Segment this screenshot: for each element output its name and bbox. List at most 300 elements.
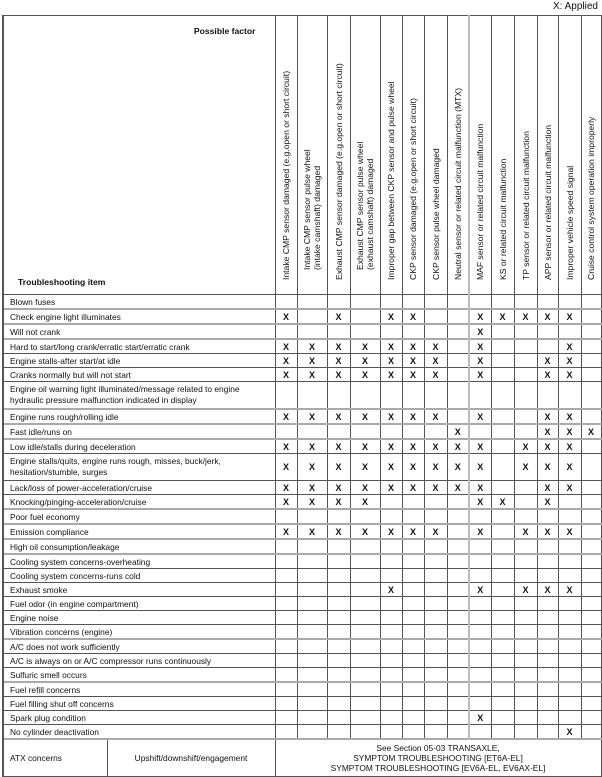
applied-mark: X (424, 524, 447, 539)
empty-cell (327, 682, 350, 697)
empty-cell (537, 725, 558, 740)
atx-reference-line: SYMPTOM TROUBLESHOOTING [ET6A-EL] (353, 753, 523, 763)
empty-cell (491, 509, 514, 524)
factor-label-line: KS or related circuit malfunction (497, 158, 508, 280)
table-row (3, 668, 601, 683)
empty-cell (491, 295, 514, 310)
empty-cell (581, 711, 601, 725)
empty-cell (581, 309, 601, 324)
atx-reference (275, 739, 601, 777)
factor-label (281, 71, 291, 280)
factor-label-line: APP sensor or related circuit malfunction (542, 124, 553, 280)
applied-mark: X (297, 409, 327, 424)
applied-mark: X (297, 368, 327, 382)
troubleshooting-item: Engine stalls/quits, engine runs rough, misses, buck/jerk, hesitation/stumble, surges (3, 454, 275, 481)
empty-cell (491, 583, 514, 597)
empty-cell (275, 583, 297, 597)
atx-subitem: Upshift/downshift/engagement (107, 739, 275, 777)
empty-cell (581, 439, 601, 454)
empty-cell (491, 611, 514, 625)
empty-cell (350, 569, 380, 583)
applied-mark: X (350, 495, 380, 510)
empty-cell (350, 324, 380, 339)
empty-cell (537, 625, 558, 640)
troubleshooting-item: Fuel odor (in engine compartment) (3, 597, 275, 611)
empty-cell (424, 668, 447, 683)
empty-cell (581, 725, 601, 740)
empty-cell (447, 368, 469, 382)
empty-cell (514, 711, 537, 725)
applied-mark: X (350, 439, 380, 454)
factor-label (586, 117, 596, 280)
empty-cell (275, 725, 297, 740)
applied-mark: X (380, 481, 402, 495)
atx-row (3, 739, 601, 777)
applied-mark: X (491, 309, 514, 324)
troubleshooting-item: Vibration concerns (engine) (3, 625, 275, 640)
empty-cell (297, 625, 327, 640)
empty-cell (469, 597, 491, 611)
empty-cell (558, 711, 581, 725)
atx-concerns: ATX concerns (3, 739, 107, 777)
table-row (3, 625, 601, 640)
empty-cell (514, 682, 537, 697)
applied-mark: X (402, 409, 424, 424)
troubleshooting-item: A/C is always on or A/C compressor runs continuously (3, 654, 275, 668)
empty-cell (402, 597, 424, 611)
troubleshooting-item: Exhaust smoke (3, 583, 275, 597)
applied-mark: X (297, 454, 327, 481)
factor-label-line: Improper gap between CKP sensor and pulse wheel (386, 81, 396, 280)
table-row (3, 409, 601, 424)
empty-cell (380, 295, 402, 310)
applied-mark: X (350, 409, 380, 424)
factor-header (380, 16, 402, 295)
empty-cell (558, 611, 581, 625)
empty-cell (447, 354, 469, 368)
empty-cell (297, 424, 327, 439)
empty-cell (350, 583, 380, 597)
empty-cell (297, 569, 327, 583)
empty-cell (514, 481, 537, 495)
empty-cell (469, 725, 491, 740)
applied-mark: X (380, 454, 402, 481)
empty-cell (297, 554, 327, 569)
empty-cell (514, 611, 537, 625)
empty-cell (491, 597, 514, 611)
empty-cell (558, 682, 581, 697)
applied-mark: X (537, 409, 558, 424)
empty-cell (350, 382, 380, 410)
factor-label-line: (exhaust camshaft) damaged (365, 158, 375, 270)
applied-mark: X (469, 324, 491, 339)
applied-mark: X (297, 439, 327, 454)
empty-cell (514, 339, 537, 354)
empty-cell (350, 682, 380, 697)
empty-cell (447, 382, 469, 410)
applied-mark: X (297, 354, 327, 368)
empty-cell (447, 597, 469, 611)
applied-mark: X (327, 481, 350, 495)
empty-cell (327, 509, 350, 524)
empty-cell (491, 439, 514, 454)
applied-mark: X (558, 439, 581, 454)
applied-mark: X (380, 524, 402, 539)
table-row (3, 711, 601, 725)
applied-mark: X (469, 409, 491, 424)
applied-mark: X (537, 354, 558, 368)
empty-cell (514, 569, 537, 583)
empty-cell (447, 295, 469, 310)
empty-cell (558, 569, 581, 583)
empty-cell (537, 639, 558, 654)
empty-cell (514, 295, 537, 310)
troubleshooting-item: Blown fuses (3, 295, 275, 310)
empty-cell (581, 611, 601, 625)
empty-cell (514, 597, 537, 611)
empty-cell (275, 554, 297, 569)
empty-cell (447, 668, 469, 683)
empty-cell (297, 309, 327, 324)
empty-cell (402, 611, 424, 625)
empty-cell (380, 682, 402, 697)
empty-cell (447, 639, 469, 654)
applied-mark: X (558, 524, 581, 539)
empty-cell (380, 668, 402, 683)
empty-cell (581, 368, 601, 382)
empty-cell (380, 711, 402, 725)
empty-cell (537, 339, 558, 354)
applied-mark: X (275, 409, 297, 424)
empty-cell (581, 682, 601, 697)
troubleshooting-item: Emission compliance (3, 524, 275, 539)
empty-cell (537, 711, 558, 725)
applied-mark: X (297, 339, 327, 354)
empty-cell (327, 654, 350, 668)
empty-cell (350, 625, 380, 640)
factor-label (453, 88, 463, 280)
empty-cell (447, 539, 469, 554)
applied-mark: X (558, 368, 581, 382)
empty-cell (558, 495, 581, 510)
empty-cell (424, 625, 447, 640)
empty-cell (275, 597, 297, 611)
table-row (3, 324, 601, 339)
troubleshooting-item: Spark plug condition (3, 711, 275, 725)
empty-cell (558, 324, 581, 339)
factor-label-line: Intake CMP sensor pulse wheel (302, 149, 312, 270)
empty-cell (350, 668, 380, 683)
empty-cell (424, 611, 447, 625)
applied-mark: X (327, 409, 350, 424)
empty-cell (424, 554, 447, 569)
empty-cell (581, 539, 601, 554)
applied-mark: X (275, 481, 297, 495)
factor-label (302, 149, 322, 270)
applied-mark: X (469, 339, 491, 354)
empty-cell (491, 524, 514, 539)
applied-mark: X (275, 368, 297, 382)
empty-cell (350, 539, 380, 554)
empty-cell (350, 509, 380, 524)
empty-cell (514, 424, 537, 439)
empty-cell (350, 639, 380, 654)
empty-cell (469, 539, 491, 554)
empty-cell (327, 554, 350, 569)
empty-cell (581, 668, 601, 683)
empty-cell (558, 654, 581, 668)
empty-cell (327, 625, 350, 640)
empty-cell (275, 654, 297, 668)
empty-cell (469, 554, 491, 569)
empty-cell (297, 382, 327, 410)
applied-mark: X (350, 368, 380, 382)
table-row (3, 382, 601, 410)
troubleshooting-item: Check engine light illuminates (3, 309, 275, 324)
applied-mark: X (537, 424, 558, 439)
empty-cell (558, 295, 581, 310)
empty-cell (491, 682, 514, 697)
empty-cell (469, 682, 491, 697)
empty-cell (275, 682, 297, 697)
empty-cell (297, 668, 327, 683)
empty-cell (297, 639, 327, 654)
applied-mark: X (558, 481, 581, 495)
factor-label-line: CKP sensor damaged (e.g.open or short circuit) (408, 98, 418, 280)
troubleshooting-item: Engine oil warning light illuminated/message related to engine hydraulic pressure malfunction indicated in display (3, 382, 275, 410)
empty-cell (581, 697, 601, 711)
empty-cell (424, 682, 447, 697)
applied-mark: X (297, 524, 327, 539)
applied-mark: X (558, 583, 581, 597)
applied-mark: X (350, 454, 380, 481)
table-row (3, 524, 601, 539)
applied-mark: X (447, 424, 469, 439)
applied-mark: X (514, 439, 537, 454)
table-row (3, 554, 601, 569)
applied-mark: X (558, 309, 581, 324)
empty-cell (537, 682, 558, 697)
empty-cell (514, 554, 537, 569)
applied-mark: X (275, 354, 297, 368)
empty-cell (424, 569, 447, 583)
table-row (3, 339, 601, 354)
applied-mark: X (558, 354, 581, 368)
applied-mark: X (469, 454, 491, 481)
empty-cell (558, 554, 581, 569)
factor-label (431, 148, 441, 280)
troubleshooting-item: Fuel filling shut off concerns (3, 697, 275, 711)
empty-cell (558, 597, 581, 611)
empty-cell (447, 711, 469, 725)
empty-cell (558, 382, 581, 410)
empty-cell (514, 539, 537, 554)
applied-mark: X (275, 439, 297, 454)
empty-cell (537, 668, 558, 683)
empty-cell (491, 654, 514, 668)
header-row (3, 16, 601, 295)
empty-cell (424, 509, 447, 524)
factor-label-line: Exhaust CMP sensor pulse wheel (355, 141, 365, 270)
empty-cell (380, 569, 402, 583)
empty-cell (402, 324, 424, 339)
empty-cell (447, 682, 469, 697)
applied-mark: X (297, 495, 327, 510)
empty-cell (424, 495, 447, 510)
empty-cell (275, 611, 297, 625)
empty-cell (447, 583, 469, 597)
empty-cell (380, 725, 402, 740)
empty-cell (297, 711, 327, 725)
empty-cell (514, 354, 537, 368)
factor-header (581, 16, 601, 295)
empty-cell (581, 654, 601, 668)
empty-cell (350, 295, 380, 310)
empty-cell (491, 539, 514, 554)
empty-cell (297, 611, 327, 625)
applied-mark: X (537, 583, 558, 597)
factor-header (469, 16, 491, 295)
table-row (3, 654, 601, 668)
applied-mark: X (275, 524, 297, 539)
empty-cell (297, 509, 327, 524)
empty-cell (350, 654, 380, 668)
applied-mark: X (491, 495, 514, 510)
empty-cell (469, 654, 491, 668)
empty-cell (380, 324, 402, 339)
empty-cell (514, 725, 537, 740)
empty-cell (380, 509, 402, 524)
empty-cell (469, 668, 491, 683)
empty-cell (327, 583, 350, 597)
empty-cell (491, 368, 514, 382)
empty-cell (491, 725, 514, 740)
empty-cell (537, 611, 558, 625)
empty-cell (491, 409, 514, 424)
applied-mark: X (402, 354, 424, 368)
applied-mark: X (514, 583, 537, 597)
table-row (3, 697, 601, 711)
empty-cell (402, 509, 424, 524)
table-row (3, 639, 601, 654)
applied-mark: X (469, 495, 491, 510)
empty-cell (327, 295, 350, 310)
troubleshooting-item: Sulfuric smell occurs (3, 668, 275, 683)
empty-cell (447, 495, 469, 510)
empty-cell (380, 554, 402, 569)
table-row (3, 495, 601, 510)
applied-mark: X (469, 439, 491, 454)
empty-cell (447, 625, 469, 640)
applied-mark: X (537, 309, 558, 324)
factor-label-line: CKP sensor pulse wheel damaged (430, 148, 441, 280)
empty-cell (297, 682, 327, 697)
factor-header (424, 16, 447, 295)
applied-mark: X (537, 481, 558, 495)
empty-cell (581, 625, 601, 640)
empty-cell (514, 409, 537, 424)
empty-cell (424, 654, 447, 668)
applied-mark: X (514, 309, 537, 324)
empty-cell (327, 697, 350, 711)
applied-mark: X (514, 524, 537, 539)
empty-cell (514, 625, 537, 640)
empty-cell (275, 424, 297, 439)
troubleshooting-table (2, 15, 602, 777)
empty-cell (402, 625, 424, 640)
factor-header (558, 16, 581, 295)
empty-cell (491, 569, 514, 583)
applied-mark: X (469, 368, 491, 382)
empty-cell (581, 382, 601, 410)
factor-header (297, 16, 327, 295)
factor-label (408, 98, 418, 280)
empty-cell (447, 409, 469, 424)
empty-cell (297, 654, 327, 668)
empty-cell (275, 509, 297, 524)
factor-label (386, 81, 396, 280)
empty-cell (275, 382, 297, 410)
table-row (3, 295, 601, 310)
empty-cell (424, 711, 447, 725)
applied-mark: X (558, 454, 581, 481)
empty-cell (380, 382, 402, 410)
empty-cell (327, 539, 350, 554)
empty-cell (491, 554, 514, 569)
troubleshooting-item: No cylinder deactivation (3, 725, 275, 740)
troubleshooting-item: Fuel refill concerns (3, 682, 275, 697)
empty-cell (558, 509, 581, 524)
table-row (3, 611, 601, 625)
empty-cell (380, 495, 402, 510)
empty-cell (424, 382, 447, 410)
empty-cell (447, 569, 469, 583)
empty-cell (275, 668, 297, 683)
applied-mark: X (469, 309, 491, 324)
troubleshooting-item: Hard to start/long crank/erratic start/erratic crank (3, 339, 275, 354)
applied-mark: X (581, 424, 601, 439)
applied-mark: X (380, 368, 402, 382)
empty-cell (514, 382, 537, 410)
table-row (3, 481, 601, 495)
header-corner (3, 16, 275, 295)
factor-header (275, 16, 297, 295)
empty-cell (424, 597, 447, 611)
applied-mark: X (327, 309, 350, 324)
applied-mark: X (275, 309, 297, 324)
empty-cell (469, 611, 491, 625)
empty-cell (380, 597, 402, 611)
applied-mark: X (537, 439, 558, 454)
empty-cell (447, 324, 469, 339)
empty-cell (581, 524, 601, 539)
empty-cell (491, 454, 514, 481)
empty-cell (537, 654, 558, 668)
empty-cell (380, 697, 402, 711)
empty-cell (327, 711, 350, 725)
factor-header (514, 16, 537, 295)
factor-label-line: Exhaust CMP sensor damaged (e.g.open or short circuit) (333, 63, 344, 280)
empty-cell (424, 725, 447, 740)
troubleshooting-item: Cooling system concerns-overheating (3, 554, 275, 569)
empty-cell (469, 697, 491, 711)
applied-mark: X (447, 454, 469, 481)
table-row (3, 309, 601, 324)
empty-cell (514, 368, 537, 382)
empty-cell (275, 711, 297, 725)
factor-header (327, 16, 350, 295)
applied-mark: X (275, 495, 297, 510)
